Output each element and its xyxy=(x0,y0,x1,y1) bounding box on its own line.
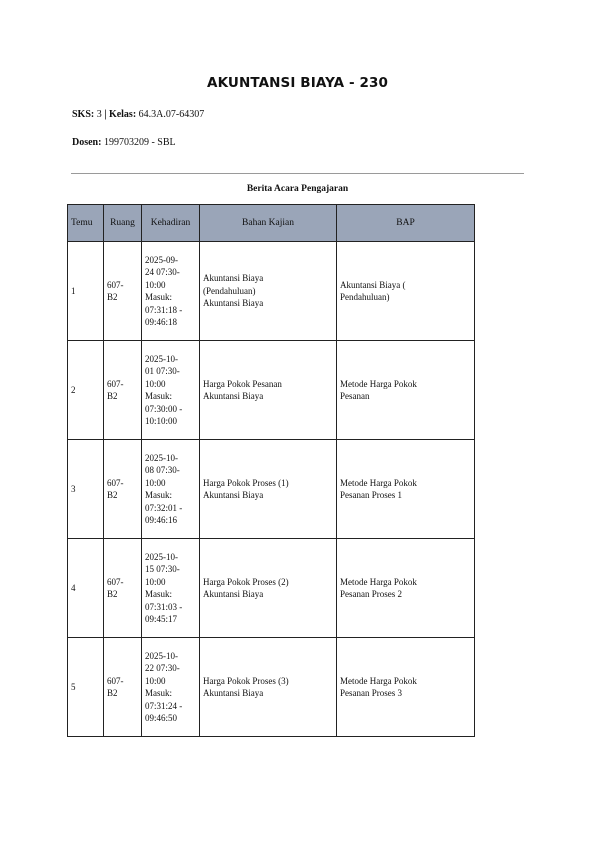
cell-kehadiran-line: 2025-10- xyxy=(145,650,178,661)
cell-bahan-kajian-line: (Pendahuluan) xyxy=(203,285,256,296)
kelas-label: Kelas: xyxy=(108,109,137,120)
cell-bahan-kajian-line: Akuntansi Biaya xyxy=(203,298,264,309)
cell-kehadiran-line: 09:46:18 xyxy=(145,317,178,327)
cell-ruang-line: 607- xyxy=(107,279,124,290)
cell-bahan-kajian-line: Harga Pokok Proses (1) xyxy=(203,477,289,488)
cell-kehadiran xyxy=(142,341,200,440)
table-row xyxy=(68,341,475,440)
sks-value: 3 xyxy=(96,109,102,120)
cell-kehadiran-line: 09:45:17 xyxy=(145,614,178,624)
cell-bap xyxy=(337,440,475,539)
cell-kehadiran-line: 09:46:16 xyxy=(145,515,178,525)
cell-kehadiran-line: 08 07:30- xyxy=(145,465,180,475)
cell-kehadiran-line: 10:00 xyxy=(145,576,166,587)
cell-kehadiran-line: Masuk: xyxy=(145,391,172,401)
cell-ruang-line: B2 xyxy=(107,391,118,401)
cell-bahan-kajian-line: Akuntansi Biaya xyxy=(203,273,264,284)
cell-ruang-line: B2 xyxy=(107,292,118,302)
cell-kehadiran-line: Masuk: xyxy=(145,490,172,500)
table-caption: Berita Acara Pengajaran xyxy=(246,184,349,194)
cell-bap-line: Metode Harga Pokok xyxy=(340,378,417,389)
cell-bap-line: Metode Harga Pokok xyxy=(340,675,417,686)
cell-kehadiran-line: 2025-10- xyxy=(145,353,178,364)
cell-kehadiran-line: 22 07:30- xyxy=(145,663,180,673)
cell-bahan-kajian-line: Akuntansi Biaya xyxy=(203,688,264,698)
cell-temu: 1 xyxy=(68,242,104,341)
cell-bap-line: Metode Harga Pokok xyxy=(340,477,417,488)
cell-bahan-kajian-line: Akuntansi Biaya xyxy=(203,589,264,599)
cell-bap-line: Akuntansi Biaya ( xyxy=(340,279,406,290)
cell-kehadiran-line: 07:31:24 - xyxy=(145,700,183,711)
cell-kehadiran-line: 2025-10- xyxy=(145,452,178,463)
cell-kehadiran-line: 24 07:30- xyxy=(145,267,180,277)
cell-kehadiran-line: 15 07:30- xyxy=(145,564,180,574)
cell-bahan-kajian xyxy=(200,341,337,440)
kelas-value: 64.3A.07-64307 xyxy=(138,109,205,120)
cell-ruang xyxy=(104,539,142,638)
cell-ruang-line: 607- xyxy=(107,675,124,686)
sks-label: SKS: xyxy=(72,109,95,120)
cell-bap-line: Pesanan Proses 3 xyxy=(340,688,402,698)
cell-ruang xyxy=(104,638,142,737)
cell-kehadiran-line: 10:00 xyxy=(145,675,166,686)
cell-bap xyxy=(337,638,475,737)
cell-bahan-kajian xyxy=(200,440,337,539)
cell-ruang xyxy=(104,242,142,341)
cell-bahan-kajian-line: Akuntansi Biaya xyxy=(203,391,264,401)
cell-kehadiran-line: 01 07:30- xyxy=(145,366,180,376)
cell-bahan-kajian-line: Harga Pokok Pesanan xyxy=(203,378,282,389)
cell-kehadiran-line: 10:00 xyxy=(145,279,166,290)
dosen-line xyxy=(72,137,176,148)
cell-bahan-kajian-line: Harga Pokok Proses (3) xyxy=(203,675,289,686)
cell-bap xyxy=(337,539,475,638)
cell-temu: 2 xyxy=(68,341,104,440)
cell-bahan-kajian-line: Harga Pokok Proses (2) xyxy=(203,576,289,587)
cell-temu: 5 xyxy=(68,638,104,737)
table-row xyxy=(68,242,475,341)
column-header-bahan-kajian: Bahan Kajian xyxy=(200,205,337,242)
cell-bap xyxy=(337,341,475,440)
cell-kehadiran-line: 10:00 xyxy=(145,477,166,488)
sks-kelas-line xyxy=(72,109,204,120)
cell-bap-line: Pesanan Proses 2 xyxy=(340,589,402,599)
cell-ruang-line: B2 xyxy=(107,490,118,500)
cell-kehadiran-line: 09:46:50 xyxy=(145,713,178,723)
cell-ruang-line: 607- xyxy=(107,378,124,389)
cell-ruang-line: B2 xyxy=(107,589,118,599)
cell-kehadiran-line: 2025-09- xyxy=(145,254,178,265)
cell-kehadiran xyxy=(142,638,200,737)
cell-kehadiran xyxy=(142,440,200,539)
cell-bahan-kajian-line: Akuntansi Biaya xyxy=(203,490,264,500)
cell-kehadiran xyxy=(142,539,200,638)
cell-bahan-kajian xyxy=(200,539,337,638)
cell-kehadiran-line: 10:00 xyxy=(145,378,166,389)
cell-kehadiran-line: 07:32:01 - xyxy=(145,502,183,513)
table-body xyxy=(68,242,475,737)
column-header-ruang: Ruang xyxy=(104,205,142,242)
cell-ruang-line: 607- xyxy=(107,477,124,488)
dosen-value: 199703209 - SBL xyxy=(103,137,176,148)
table-row xyxy=(68,440,475,539)
cell-bahan-kajian xyxy=(200,638,337,737)
cell-bap-line: Pendahuluan) xyxy=(340,292,390,302)
cell-bahan-kajian xyxy=(200,242,337,341)
cell-kehadiran xyxy=(142,242,200,341)
cell-temu: 3 xyxy=(68,440,104,539)
cell-temu: 4 xyxy=(68,539,104,638)
dosen-label: Dosen: xyxy=(72,137,102,148)
cell-bap-line: Metode Harga Pokok xyxy=(340,576,417,587)
cell-kehadiran-line: 07:31:03 - xyxy=(145,601,183,612)
cell-kehadiran-line: Masuk: xyxy=(145,589,172,599)
cell-bap xyxy=(337,242,475,341)
column-header-temu: Temu xyxy=(68,205,104,242)
cell-ruang-line: 607- xyxy=(107,576,124,587)
cell-kehadiran-line: 07:31:18 - xyxy=(145,304,183,315)
cell-kehadiran-line: 2025-10- xyxy=(145,551,178,562)
cell-kehadiran-line: 10:10:00 xyxy=(145,416,178,426)
cell-bap-line: Pesanan Proses 1 xyxy=(340,490,402,500)
page-title: AKUNTANSI BIAYA - 230 xyxy=(207,75,388,91)
cell-kehadiran-line: Masuk: xyxy=(145,688,172,698)
table-row xyxy=(68,638,475,737)
column-header-kehadiran: Kehadiran xyxy=(142,205,200,242)
separator: | xyxy=(104,109,107,120)
divider xyxy=(71,173,524,174)
cell-bap-line: Pesanan xyxy=(340,391,370,401)
cell-ruang xyxy=(104,341,142,440)
table-header-row xyxy=(68,205,475,242)
bap-table xyxy=(67,204,475,737)
cell-kehadiran-line: Masuk: xyxy=(145,292,172,302)
table-row xyxy=(68,539,475,638)
cell-ruang xyxy=(104,440,142,539)
column-header-bap: BAP xyxy=(337,205,475,242)
cell-ruang-line: B2 xyxy=(107,688,118,698)
cell-kehadiran-line: 07:30:00 - xyxy=(145,403,183,414)
